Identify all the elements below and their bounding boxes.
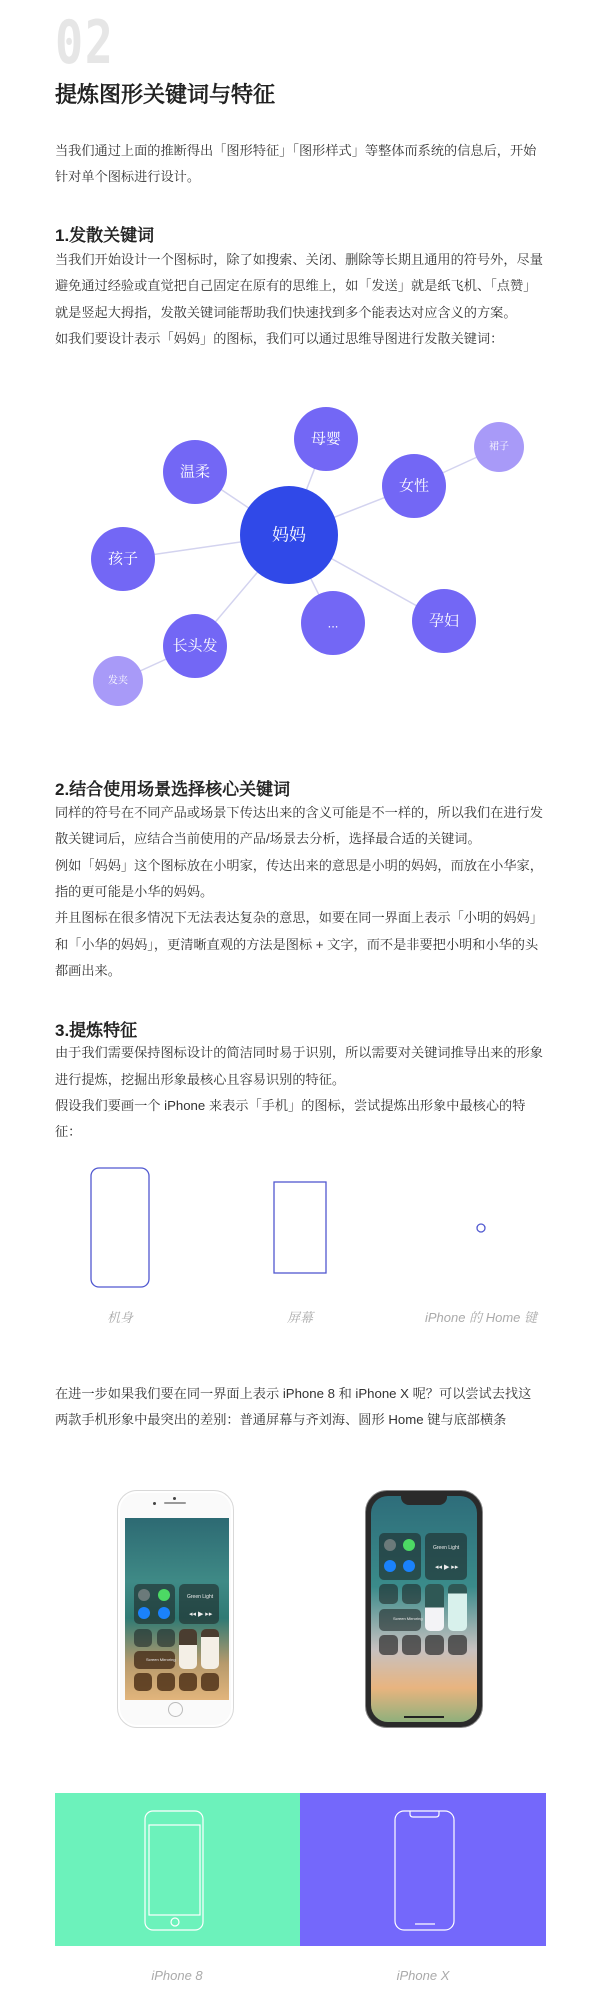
section2-line: 同样的符号在不同产品或场景下传达出来的含义可能是不一样的，所以我们在进行发 <box>55 805 543 820</box>
camera-icon <box>201 1673 219 1691</box>
iphonex-screen <box>371 1496 477 1722</box>
speaker <box>164 1502 186 1504</box>
notch <box>401 1496 447 1505</box>
leaf-label: 发夹 <box>108 675 128 687</box>
bluetooth-icon <box>403 1560 415 1572</box>
airplane-icon <box>384 1539 396 1551</box>
iphonex-outline-panel <box>300 1793 546 1946</box>
feature-label-screen: 屏幕 <box>286 1310 314 1325</box>
node-label: ... <box>327 615 339 631</box>
mind-map <box>0 0 600 760</box>
iphone8-screen <box>125 1518 229 1700</box>
music-tile <box>179 1584 219 1624</box>
airplane-icon <box>138 1589 150 1601</box>
section1-line: 当我们开始设计一个图标时，除了如搜索、关闭、删除等长期且通用的符号外，尽量 <box>55 252 543 267</box>
center-label: 妈妈 <box>272 525 306 545</box>
section3-line: 进行提炼，挖掘出形象最核心且容易识别的特征。 <box>55 1072 346 1087</box>
music-tile <box>425 1533 467 1580</box>
feature-icons <box>0 1150 600 1300</box>
section1-heading: 1.发散关键词 <box>55 226 155 245</box>
node-label: 母婴 <box>310 430 342 448</box>
camera <box>173 1497 176 1500</box>
section1-line: 避免通过经验或直觉把自己固定在原有的思维上，如「发送」就是纸飞机、「点赞」 <box>55 278 537 293</box>
playback-controls-icon: ◂◂ ▶ ▸▸ <box>435 1564 459 1571</box>
section3-heading: 3.提炼特征 <box>55 1021 138 1040</box>
section1-line: 如我们要设计表示「妈妈」的图标，我们可以通过思维导图进行发散关键词： <box>55 331 504 346</box>
brightness-slider <box>179 1629 197 1669</box>
calculator-icon <box>425 1635 444 1655</box>
section3-line: 由于我们需要保持图标设计的简洁同时易于识别，所以需要对关键词推导出来的形象 <box>55 1045 543 1060</box>
home-button <box>168 1702 183 1717</box>
leaf-label: 裙子 <box>489 441 509 453</box>
moon-icon <box>157 1629 175 1647</box>
timer-icon <box>157 1673 175 1691</box>
section3-line: 征： <box>55 1124 82 1139</box>
iphonex-outline-icon <box>300 1793 546 1946</box>
section3-line: 假设我们要画一个 iPhone 来表示「手机」的图标，尝试提炼出形象中最核心的特 <box>55 1098 526 1113</box>
cellular-icon <box>403 1539 415 1551</box>
brightness-slider <box>425 1584 444 1631</box>
compare-line: 两款手机形象中最突出的差别：普通屏幕与齐刘海、圆形 Home 键与底部横条 <box>55 1412 507 1427</box>
node-label: 女性 <box>398 477 430 495</box>
section2-line: 指的更可能是小华的妈妈。 <box>55 884 214 899</box>
iphonex-photo <box>365 1490 483 1728</box>
iphone8-outline-panel <box>55 1793 300 1946</box>
screen-mirroring-tile: Screen Mirroring <box>379 1609 421 1631</box>
volume-slider <box>201 1629 219 1669</box>
now-playing: Green Light <box>187 1594 214 1600</box>
iphone8-outline-icon <box>55 1793 300 1946</box>
section2-heading: 2.结合使用场景选择核心关键词 <box>55 780 291 799</box>
playback-controls-icon: ◂◂ ▶ ▸▸ <box>189 1611 213 1618</box>
connectivity-tile <box>134 1584 175 1624</box>
rotation-lock-icon <box>134 1629 152 1647</box>
volume-slider <box>448 1584 467 1631</box>
intro-line: 针对单个图标进行设计。 <box>55 169 201 184</box>
section-number: 02 <box>55 8 115 78</box>
flashlight-icon <box>134 1673 152 1691</box>
section2-line: 散关键词后，应结合当前使用的产品/场景去分析，选择最合适的关键词。 <box>55 831 481 846</box>
section1-line: 就是竖起大拇指，发散关键词能帮助我们快速找到多个能表达对应含义的方案。 <box>55 305 517 320</box>
home-indicator <box>404 1716 444 1718</box>
camera-icon <box>448 1635 467 1655</box>
feature-label-body: 机身 <box>106 1310 134 1325</box>
wifi-icon <box>384 1560 396 1572</box>
home-button-outline <box>477 1224 485 1232</box>
rotation-lock-icon <box>379 1584 398 1604</box>
section2-line: 例如「妈妈」这个图标放在小明家，传达出来的意思是小明的妈妈，而放在小华家， <box>55 858 543 873</box>
node-label: 孕妇 <box>428 612 460 630</box>
connectivity-tile <box>379 1533 421 1580</box>
page-title: 提炼图形关键词与特征 <box>55 82 276 107</box>
sensor <box>153 1502 156 1505</box>
node-label: 长头发 <box>172 637 218 655</box>
phone-body-outline <box>91 1168 149 1287</box>
flashlight-icon <box>379 1635 398 1655</box>
feature-label-home: iPhone 的 Home 键 <box>425 1310 537 1325</box>
iphone8-photo <box>117 1490 234 1728</box>
wifi-icon <box>138 1607 150 1619</box>
compare-line: 在进一步如果我们要在同一界面上表示 iPhone 8 和 iPhone X 呢？可以尝试去找这 <box>55 1386 532 1401</box>
moon-icon <box>402 1584 421 1604</box>
screen-mirroring-tile: Screen Mirroring <box>134 1651 175 1669</box>
node-label: 孩子 <box>107 550 139 568</box>
intro-line: 当我们通过上面的推断得出「图形特征」「图形样式」等整体而系统的信息后，开始 <box>55 143 537 158</box>
node-label: 温柔 <box>179 463 211 481</box>
bluetooth-icon <box>158 1607 170 1619</box>
iphonex-label: iPhone X <box>396 1968 450 1983</box>
calculator-icon <box>179 1673 197 1691</box>
cellular-icon <box>158 1589 170 1601</box>
now-playing: Green Light <box>433 1545 460 1551</box>
timer-icon <box>402 1635 421 1655</box>
section2-line: 和「小华的妈妈」，更清晰直观的方法是图标 + 文字，而不是非要把小明和小华的头 <box>55 937 539 952</box>
iphone8-label: iPhone 8 <box>151 1968 203 1983</box>
section2-line: 并且图标在很多情况下无法表达复杂的意思，如要在同一界面上表示「小明的妈妈」 <box>55 910 543 925</box>
section2-line: 都画出来。 <box>55 963 121 978</box>
phone-screen-outline <box>274 1182 326 1273</box>
